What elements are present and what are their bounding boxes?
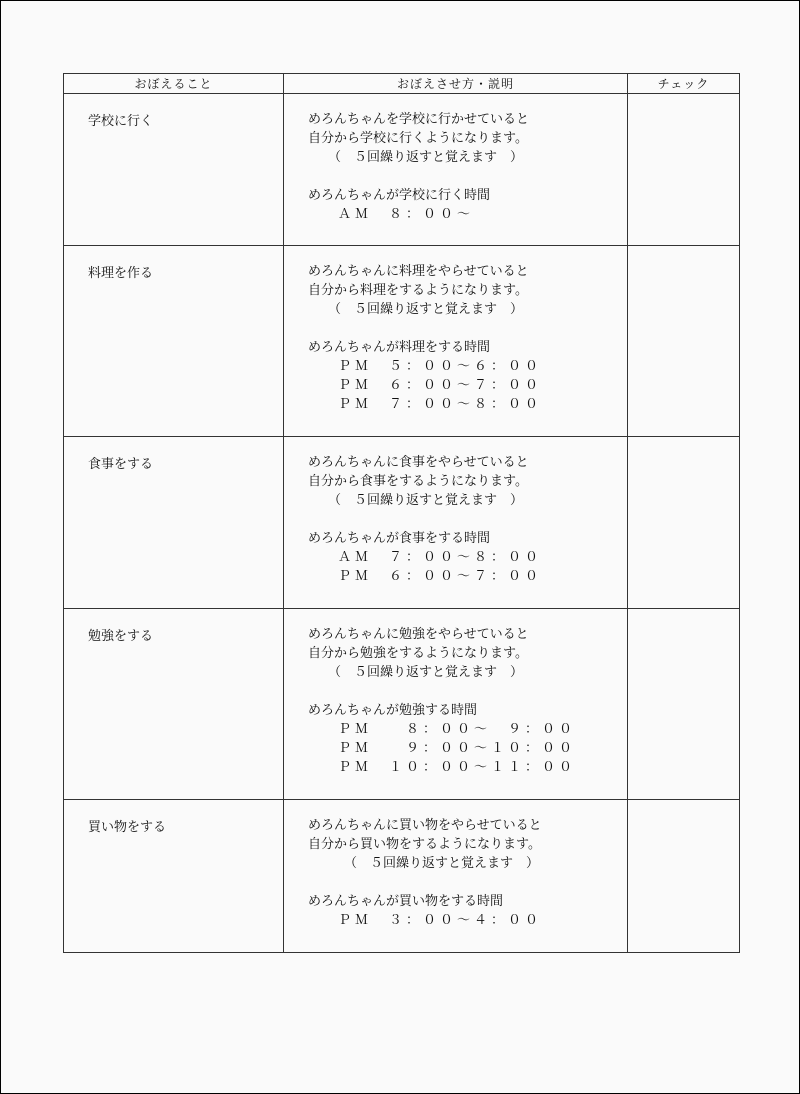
description-line: 自分から食事をするようになります。 — [308, 474, 528, 489]
table-row — [64, 246, 740, 437]
repeat-note: （ ５回繰り返すと覚えます ） — [328, 150, 524, 165]
description-line: 自分から買い物をするようになります。 — [308, 837, 541, 852]
description-cell — [284, 94, 628, 246]
repeat-note: （ ５回繰り返すと覚えます ） — [328, 665, 524, 680]
repeat-note: （ ５回繰り返すと覚えます ） — [328, 493, 524, 508]
repeat-note: （ ５回繰り返すと覚えます ） — [344, 856, 540, 871]
description-cell — [284, 437, 628, 609]
check-cell[interactable] — [628, 246, 740, 437]
check-cell[interactable] — [628, 609, 740, 800]
description-cell — [284, 609, 628, 800]
table-row — [64, 609, 740, 800]
table-row — [64, 800, 740, 953]
time-range: ＰＭ ６：００～７：００ — [338, 569, 543, 584]
task-cell: 買い物をする — [64, 800, 284, 953]
description-line: めろんちゃんに食事をやらせていると — [308, 455, 529, 470]
task-cell: 勉強をする — [64, 609, 284, 800]
time-label: めろんちゃんが買い物をする時間 — [308, 894, 504, 909]
time-range: ＰＭ ３：００～４：００ — [338, 913, 543, 928]
task-cell: 食事をする — [64, 437, 284, 609]
time-range: ＰＭ １０：００～１１：００ — [338, 760, 577, 775]
header-check: チェック — [628, 74, 740, 94]
check-cell[interactable] — [628, 437, 740, 609]
memorize-table — [63, 73, 740, 953]
time-range: ＰＭ ８：００～ ９：００ — [338, 722, 577, 737]
time-range: ＰＭ ７：００～８：００ — [338, 397, 543, 412]
time-range: ＰＭ ６：００～７：００ — [338, 378, 543, 393]
time-range: ＡＭ ８：００～ — [338, 207, 475, 222]
task-cell: 料理を作る — [64, 246, 284, 437]
time-label: めろんちゃんが学校に行く時間 — [308, 188, 491, 203]
check-cell[interactable] — [628, 94, 740, 246]
description-line: めろんちゃんを学校に行かせていると — [308, 112, 530, 127]
check-cell[interactable] — [628, 800, 740, 953]
description-line: 自分から勉強をするようになります。 — [308, 646, 528, 661]
time-range: ＡＭ ７：００～８：００ — [338, 550, 543, 565]
description-line: 自分から料理をするようになります。 — [308, 283, 528, 298]
table-header — [64, 74, 740, 94]
header-method: おぼえさせ方・説明 — [284, 74, 628, 94]
description-line: めろんちゃんに料理をやらせていると — [308, 264, 529, 279]
table-row — [64, 94, 740, 246]
time-label: めろんちゃんが食事をする時間 — [308, 531, 491, 546]
description-cell — [284, 246, 628, 437]
header-task: おぼえること — [64, 74, 284, 94]
time-label: めろんちゃんが勉強する時間 — [308, 703, 478, 718]
description-line: めろんちゃんに勉強をやらせていると — [308, 627, 529, 642]
time-range: ＰＭ ９：００～１０：００ — [338, 741, 577, 756]
time-range: ＰＭ ５：００～６：００ — [338, 359, 543, 374]
repeat-note: （ ５回繰り返すと覚えます ） — [328, 302, 524, 317]
task-cell: 学校に行く — [64, 94, 284, 246]
time-label: めろんちゃんが料理をする時間 — [308, 340, 491, 355]
description-line: めろんちゃんに買い物をやらせていると — [308, 818, 542, 833]
description-line: 自分から学校に行くようになります。 — [308, 131, 528, 146]
description-cell — [284, 800, 628, 953]
table-row — [64, 437, 740, 609]
